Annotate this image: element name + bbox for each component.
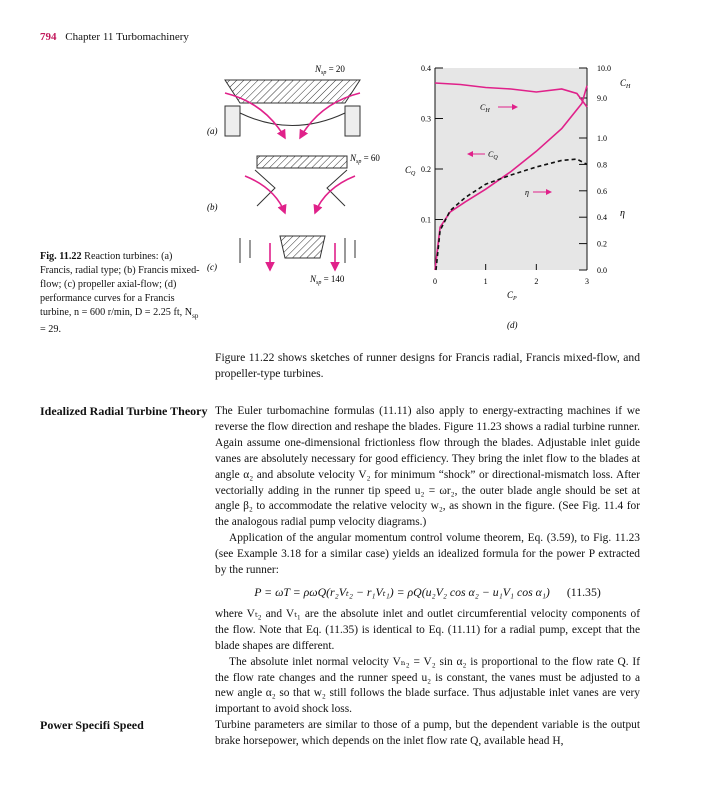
y-right-bottom-tick-label: 0.4 (597, 213, 607, 223)
sketch-a-francis-radial (207, 64, 360, 138)
right-axis-ch-label: $C_H$ (620, 78, 631, 90)
paragraph: where Vₜ₂ and Vₜ₁ are the absolute inlet and outlet circumferential velocity components of the flow. Note that Eq. (11.35) is identical to Eq. (11.11) for a radial pump, except that the blade shapes are different. (215, 607, 640, 652)
x-tick-label: 3 (585, 277, 589, 286)
caption-text: Reaction turbines: (a) Francis, radial type; (b) Francis mixed-flow; (c) propeller axial-flow; (d) performance curves for a Francis turbine, n = 600 r/min, D = 2.25 ft, N (40, 251, 200, 318)
sketch-a-label: (a) (207, 126, 218, 136)
section-radial-turbine-body (215, 404, 640, 718)
y-right-bottom-tick-label: 0.0 (597, 266, 607, 275)
x-tick-label: 2 (534, 277, 539, 286)
curve-label-ch: $C_H$ (480, 103, 490, 114)
x-tick-label: 1 (483, 277, 488, 286)
x-axis-label: $C_P$ (507, 290, 517, 302)
y-right-bottom-tick-label: 0.8 (597, 160, 607, 170)
x-tick-label: 0 (433, 277, 437, 286)
chart-d-performance-curves (405, 64, 631, 330)
chapter-title: Chapter 11 Turbomachinery (65, 31, 189, 43)
left-axis-label: $C_Q$ (405, 165, 416, 177)
curve-label-eta: η (525, 188, 529, 197)
sketch-b-francis-mixed (207, 153, 380, 213)
sketch-c-propeller (207, 236, 355, 286)
sketch-c-label: (c) (207, 262, 217, 272)
y-right-bottom-tick-label: 1.0 (597, 134, 607, 143)
section-heading-radial-turbine: Idealized Radial Turbine Theory (40, 404, 208, 418)
page-number: 794 (40, 31, 57, 43)
paragraph: Application of the angular momentum control volume theorem, Eq. (3.59), to Fig. 11.23 (see Example 3.18 for a similar case) yields an idealized formula for the power P extracted by the runner: (215, 532, 640, 577)
y-right-top-tick-label: 10.0 (597, 64, 611, 73)
equation-text: P = ωT = ρωQ(r₂Vₜ₂ − r₁Vₜ₁) = ρQ(u₂V₂ cos α₂ − u₁V₁ cos α₁) (254, 584, 550, 599)
caption-sub: sp (192, 312, 199, 321)
equation-number: (11.35) (566, 584, 601, 599)
sketch-b-label: (b) (207, 202, 218, 212)
y-left-tick-label: 0.2 (421, 165, 431, 174)
y-right-bottom-tick-label: 0.6 (597, 186, 607, 196)
chart-plot-area (435, 68, 587, 270)
page-header (40, 31, 189, 43)
paragraph: Turbine parameters are similar to those of a pump, but the dependent variable is the output brake horsepower, which depends on the inlet flow rate Q, available head H, (215, 719, 640, 747)
section-power-specific-speed-body (215, 718, 640, 750)
right-axis-eta-label: η (620, 208, 625, 219)
y-left-tick-label: 0.3 (421, 114, 431, 124)
sketch-c-nsp-label: $N_{sp} = 140$ (310, 274, 345, 286)
curve-label-cq: $C_Q$ (488, 150, 498, 161)
caption-label: Fig. 11.22 (40, 251, 82, 262)
chart-d-label: (d) (507, 320, 518, 330)
y-right-bottom-tick-label: 0.2 (597, 239, 607, 249)
y-left-tick-label: 0.4 (421, 64, 431, 73)
figure-11-22 (195, 58, 645, 338)
sketch-a-nsp-label: $N_{sp} = 20$ (315, 64, 345, 76)
figure-caption (40, 250, 200, 337)
sketch-b-nsp-label: $N_{sp} = 60$ (350, 153, 380, 165)
y-right-top-tick-label: 9.0 (597, 94, 607, 103)
intro-paragraph: Figure 11.22 shows sketches of runner designs for Francis radial, Francis mixed-flow, and propeller-type turbines. (215, 351, 640, 380)
caption-end: = 29. (40, 324, 62, 336)
paragraph: The absolute inlet normal velocity Vₙ₂ = V₂ sin α₂ is proportional to the flow rate Q. If the flow rate changes and the runner speed u₂ is constant, the vanes must be adjusted to a new angle α₂ so that w₂ still follows the blade surface. Thus adjustable inlet vanes are very important to avoid shock loss. (215, 655, 640, 716)
paragraph: The Euler turbomachine formulas (11.11) also apply to energy-extracting machines if we reverse the flow direction and reshape the blades. Figure 11.23 shows a radial turbine runner. Again assume one-dimensional frictionless flow through the blades. Adjustable inlet guide vanes are absolutely necessary for good efficiency. They bring the inlet flow to the blades at angle α₂ and absolute velocity V₂ for minimum “shock” or directional-mismatch loss. After vectorially adding in the runner tip speed u₂ = ωr₂, the outer blade angle should be set at angle β₂ to accommodate the relative velocity w₂, as shown in the figure. (See Fig. 11.4 for the analogous radial pump velocity diagrams.) (215, 405, 640, 529)
section-heading-power-specific-speed: Power Specifi Speed (40, 718, 144, 732)
y-left-tick-label: 0.1 (421, 215, 431, 225)
equation-11-35 (215, 585, 640, 601)
